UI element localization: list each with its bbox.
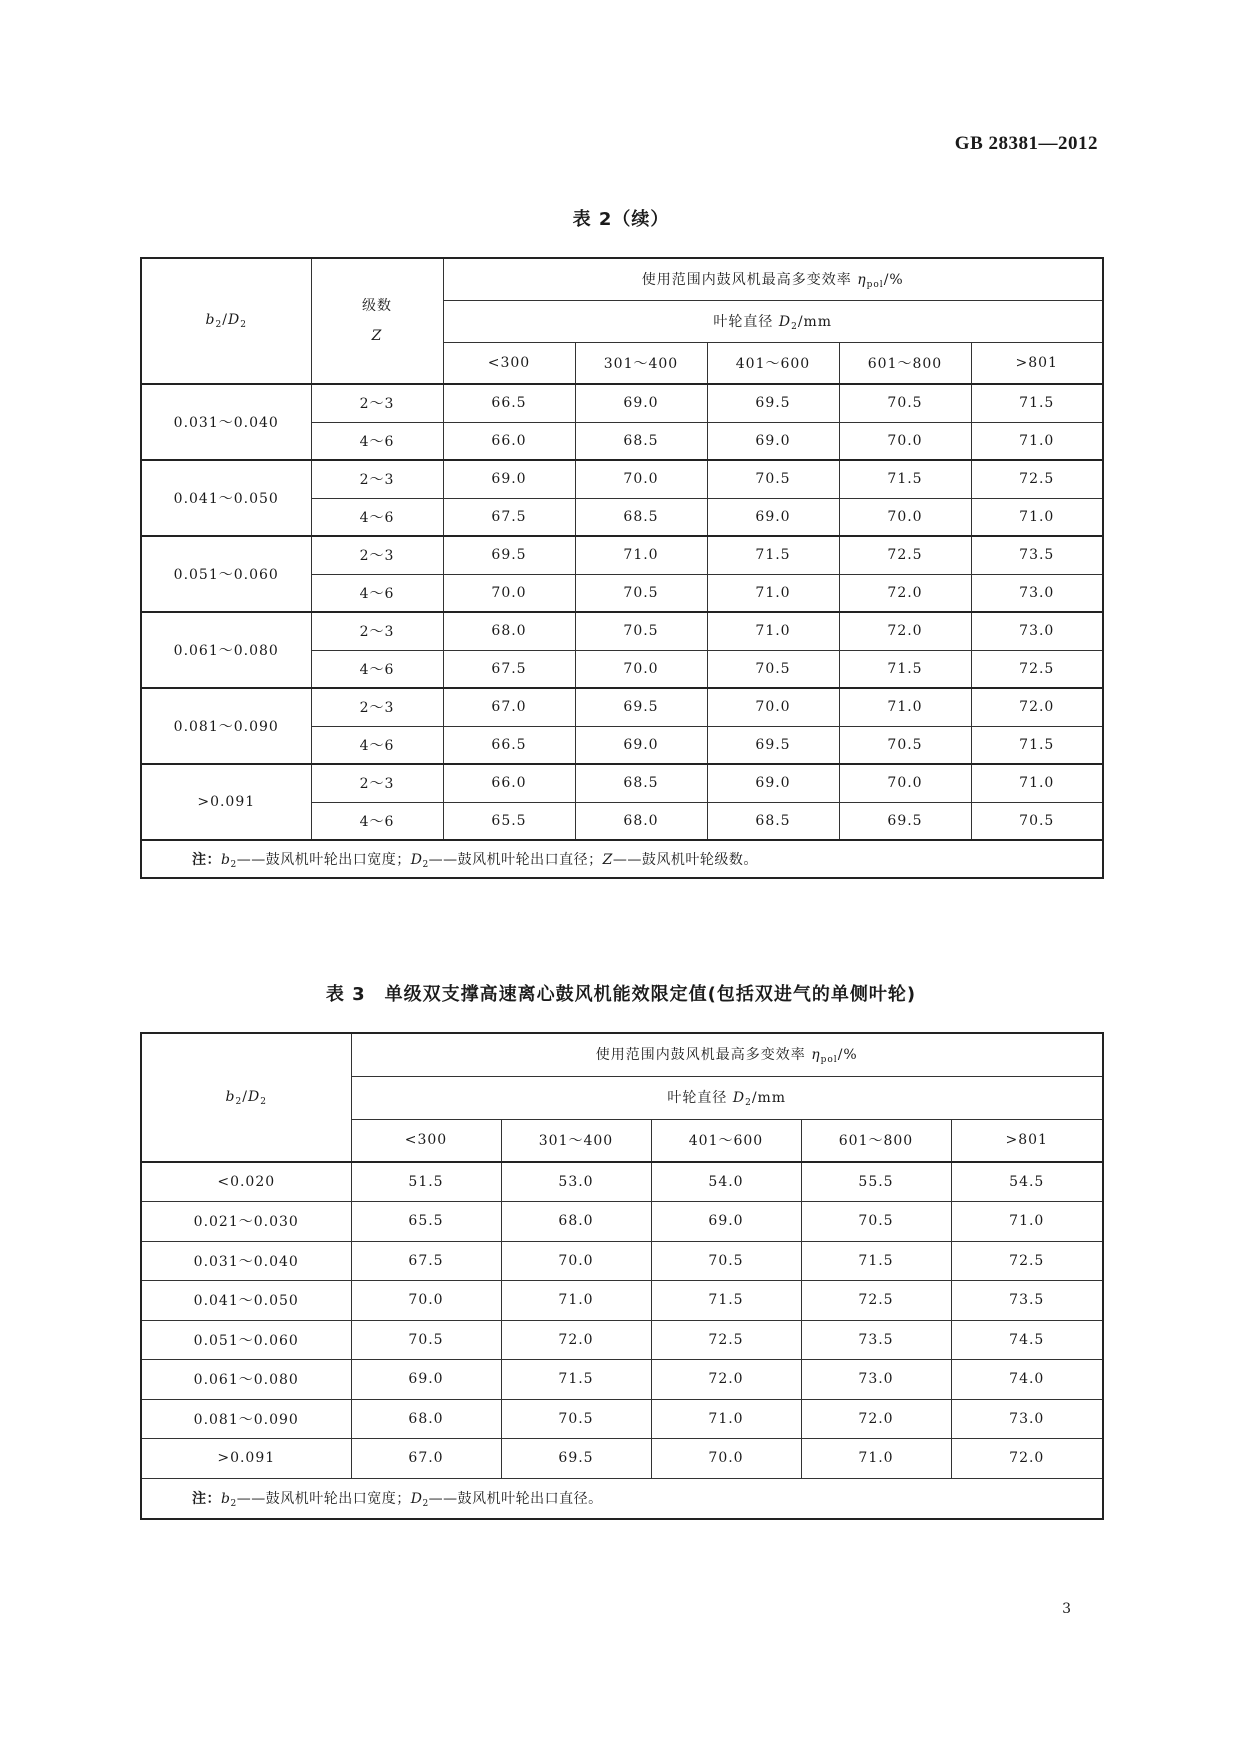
efficiency-value: 72.5 [839,536,971,574]
efficiency-value: 53.0 [501,1162,651,1202]
efficiency-value: 71.5 [971,726,1103,764]
diameter-range-header: 601～800 [801,1119,951,1162]
efficiency-value: 72.0 [971,688,1103,726]
efficiency-value: 71.0 [801,1439,951,1479]
efficiency-value: 72.0 [839,612,971,650]
table-row [141,1439,1103,1479]
diameter-range-header: >801 [951,1119,1103,1162]
efficiency-value: 71.0 [651,1399,801,1439]
efficiency-value: 69.5 [443,536,575,574]
efficiency-value: 67.5 [443,650,575,688]
efficiency-value: 69.0 [707,422,839,460]
efficiency-value: 71.0 [575,536,707,574]
note-sub: 2 [230,859,237,870]
efficiency-value: 68.0 [575,802,707,840]
efficiency-value: 71.5 [839,460,971,498]
efficiency-value: 69.0 [707,498,839,536]
efficiency-value: 69.0 [443,460,575,498]
efficiency-value: 65.5 [443,802,575,840]
efficiency-value: 66.5 [443,384,575,422]
efficiency-value: 74.0 [951,1360,1103,1400]
note-text: ——鼓风机叶轮出口直径； [428,851,603,868]
efficiency-value: 72.0 [839,574,971,612]
t2-header-ratio: $b_2/D_2$ [141,258,311,384]
diameter-range-header: <300 [351,1119,501,1162]
table-row [141,1202,1103,1242]
t2-header-diameter: 叶轮直径 $D_2/mm$ [443,300,1103,342]
ratio-cell: 0.061～0.080 [141,1360,351,1400]
efficiency-value: 71.0 [839,688,971,726]
diameter-range-header: 301～400 [575,342,707,384]
diameter-range-header: 301～400 [501,1119,651,1162]
stage-cell: 4～6 [311,422,443,460]
efficiency-value: 70.0 [351,1281,501,1321]
ratio-cell: 0.041～0.050 [141,1281,351,1321]
efficiency-value: 72.0 [801,1399,951,1439]
table-note-row [141,1478,1103,1519]
efficiency-value: 70.0 [443,574,575,612]
ratio-cell: 0.061～0.080 [141,612,311,688]
note-var: b [221,1490,231,1507]
efficiency-value: 73.5 [801,1320,951,1360]
ratio-cell: 0.031～0.040 [141,384,311,460]
efficiency-value: 71.0 [971,764,1103,802]
efficiency-value: 68.0 [443,612,575,650]
ratio-cell: 0.081～0.090 [141,1399,351,1439]
table2-caption: 表 2（续） [572,209,670,230]
ratio-cell: 0.081～0.090 [141,688,311,764]
efficiency-value: 73.0 [951,1399,1103,1439]
efficiency-value: 70.0 [707,688,839,726]
diameter-range-header: >801 [971,342,1103,384]
efficiency-value: 69.0 [707,764,839,802]
note-sub: 2 [422,1498,429,1509]
efficiency-value: 71.0 [951,1202,1103,1242]
note-var: D [410,851,423,868]
efficiency-value: 69.5 [575,688,707,726]
efficiency-value: 71.5 [839,650,971,688]
stage-cell: 2～3 [311,764,443,802]
table2-note [141,840,1103,878]
efficiency-value: 68.0 [351,1399,501,1439]
efficiency-value: 72.5 [971,460,1103,498]
stage-cell: 2～3 [311,460,443,498]
efficiency-value: 72.0 [651,1360,801,1400]
efficiency-value: 72.5 [971,650,1103,688]
efficiency-value: 71.0 [971,498,1103,536]
table-row [141,764,1103,802]
efficiency-value: 68.0 [501,1202,651,1242]
efficiency-value: 69.0 [575,384,707,422]
efficiency-value: 71.0 [707,574,839,612]
efficiency-value: 72.0 [501,1320,651,1360]
ratio-cell: <0.020 [141,1162,351,1202]
note-label: 注： [192,851,221,868]
efficiency-value: 70.0 [839,764,971,802]
table-row [141,460,1103,498]
efficiency-value: 71.5 [651,1281,801,1321]
ratio-cell: 0.021～0.030 [141,1202,351,1242]
note-var: Z [602,851,613,868]
ratio-cell: >0.091 [141,1439,351,1479]
table-row [141,612,1103,650]
efficiency-value: 73.5 [951,1281,1103,1321]
efficiency-value: 71.0 [971,422,1103,460]
table-row [141,1320,1103,1360]
efficiency-value: 66.5 [443,726,575,764]
efficiency-value: 70.5 [839,384,971,422]
efficiency-value: 65.5 [351,1202,501,1242]
efficiency-value: 54.0 [651,1162,801,1202]
table3-note [141,1478,1103,1519]
stage-cell: 4～6 [311,650,443,688]
efficiency-value: 71.0 [707,612,839,650]
table-row [141,384,1103,422]
ratio-cell: 0.041～0.050 [141,460,311,536]
table-row [141,1360,1103,1400]
stage-cell: 4～6 [311,802,443,840]
efficiency-value: 71.5 [971,384,1103,422]
note-sub: 2 [230,1498,237,1509]
efficiency-value: 69.0 [575,726,707,764]
efficiency-value: 70.0 [839,422,971,460]
standard-code: GB 28381—2012 [954,133,1098,154]
efficiency-value: 70.0 [501,1241,651,1281]
ratio-cell: 0.051～0.060 [141,536,311,612]
efficiency-value: 70.5 [707,650,839,688]
t3-header-efficiency: 使用范围内鼓风机最高多变效率 $\eta_{pol}/\%$ [351,1033,1103,1076]
efficiency-value: 70.0 [839,498,971,536]
t3-header-ratio: $b_2/D_2$ [141,1033,351,1162]
table3 [140,1032,1104,1520]
efficiency-value: 71.5 [801,1241,951,1281]
note-text: ——鼓风机叶轮出口直径。 [428,1490,603,1507]
stage-cell: 2～3 [311,688,443,726]
table3-caption: 表 3 单级双支撑高速离心鼓风机能效限定值(包括双进气的单侧叶轮) [325,984,917,1005]
efficiency-value: 73.0 [971,574,1103,612]
ratio-cell: 0.031～0.040 [141,1241,351,1281]
efficiency-value: 70.5 [707,460,839,498]
efficiency-value: 66.0 [443,764,575,802]
diameter-range-header: <300 [443,342,575,384]
efficiency-value: 72.0 [951,1439,1103,1479]
stage-cell: 2～3 [311,384,443,422]
table-row [141,1281,1103,1321]
table-row [141,536,1103,574]
note-text: ——鼓风机叶轮出口宽度； [236,1490,411,1507]
efficiency-value: 70.0 [651,1439,801,1479]
table-row [141,688,1103,726]
t2-header-stage: 级数 Z [311,258,443,384]
efficiency-value: 70.5 [839,726,971,764]
efficiency-value: 69.5 [839,802,971,840]
efficiency-value: 70.5 [501,1399,651,1439]
note-var: D [410,1490,423,1507]
efficiency-value: 70.5 [351,1320,501,1360]
diameter-range-header: 401～600 [651,1119,801,1162]
note-text: ——鼓风机叶轮出口宽度； [236,851,411,868]
efficiency-value: 74.5 [951,1320,1103,1360]
efficiency-value: 67.5 [351,1241,501,1281]
efficiency-value: 55.5 [801,1162,951,1202]
table-note-row [141,840,1103,878]
efficiency-value: 68.5 [575,498,707,536]
note-text: ——鼓风机叶轮级数。 [612,851,758,868]
efficiency-value: 73.0 [801,1360,951,1400]
efficiency-value: 68.5 [575,422,707,460]
page-number: 3 [1062,1601,1071,1617]
table2 [140,257,1104,879]
efficiency-value: 69.5 [707,384,839,422]
efficiency-value: 71.5 [501,1360,651,1400]
stage-cell: 2～3 [311,612,443,650]
efficiency-value: 67.0 [351,1439,501,1479]
note-var: b [221,851,231,868]
t2-header-efficiency: 使用范围内鼓风机最高多变效率 $\eta_{pol}/\%$ [443,258,1103,300]
efficiency-value: 68.5 [707,802,839,840]
efficiency-value: 71.0 [501,1281,651,1321]
efficiency-value: 71.5 [707,536,839,574]
efficiency-value: 69.5 [707,726,839,764]
efficiency-value: 73.0 [971,612,1103,650]
efficiency-value: 69.0 [651,1202,801,1242]
efficiency-value: 68.5 [575,764,707,802]
efficiency-value: 70.5 [801,1202,951,1242]
efficiency-value: 70.0 [575,650,707,688]
table-row [141,1162,1103,1202]
efficiency-value: 73.5 [971,536,1103,574]
efficiency-value: 70.5 [575,574,707,612]
stage-cell: 4～6 [311,574,443,612]
efficiency-value: 70.5 [971,802,1103,840]
stage-cell: 4～6 [311,726,443,764]
efficiency-value: 67.5 [443,498,575,536]
efficiency-value: 70.0 [575,460,707,498]
ratio-cell: >0.091 [141,764,311,840]
table-row [141,1399,1103,1439]
ratio-cell: 0.051～0.060 [141,1320,351,1360]
efficiency-value: 72.5 [951,1241,1103,1281]
efficiency-value: 70.5 [651,1241,801,1281]
stage-cell: 4～6 [311,498,443,536]
diameter-range-header: 401～600 [707,342,839,384]
note-sub: 2 [422,859,429,870]
efficiency-value: 67.0 [443,688,575,726]
diameter-range-header: 601～800 [839,342,971,384]
efficiency-value: 51.5 [351,1162,501,1202]
t3-header-diameter: 叶轮直径 $D_2/mm$ [351,1076,1103,1119]
efficiency-value: 69.0 [351,1360,501,1400]
efficiency-value: 69.5 [501,1439,651,1479]
efficiency-value: 54.5 [951,1162,1103,1202]
stage-cell: 2～3 [311,536,443,574]
note-label: 注： [192,1490,221,1507]
table-row [141,1241,1103,1281]
efficiency-value: 70.5 [575,612,707,650]
efficiency-value: 72.5 [801,1281,951,1321]
efficiency-value: 72.5 [651,1320,801,1360]
efficiency-value: 66.0 [443,422,575,460]
